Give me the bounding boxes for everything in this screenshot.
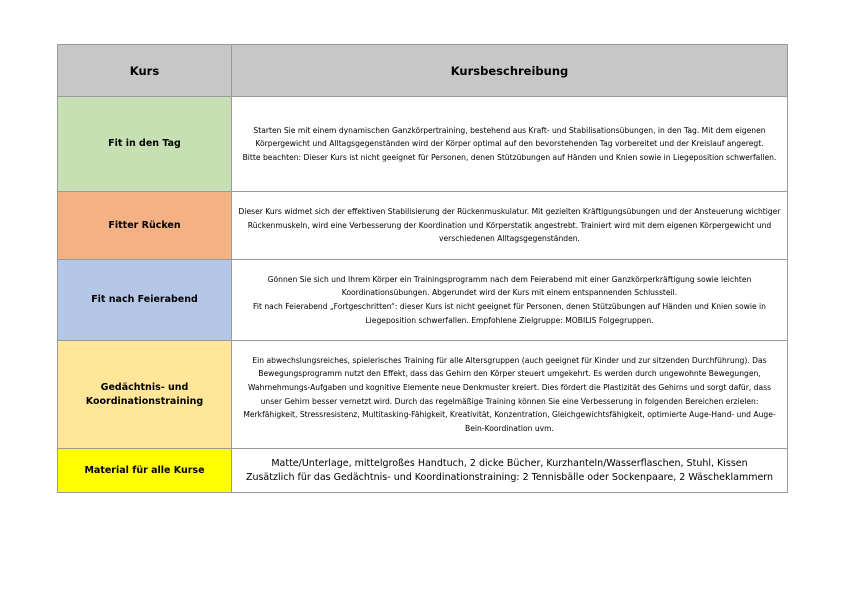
course-note: Fit nach Feierabend „Fortgeschritten“: dieser Kurs ist nicht geeignet für Personen, denen Stützübungen auf Händen und Knien sowie in Liegeposition schwerfallen. Empfohlene Zielgruppe: MOBILIS Folgegruppen. bbox=[253, 302, 766, 325]
course-description-cell bbox=[232, 192, 788, 260]
course-name-cell bbox=[58, 192, 232, 260]
course-row-fit-nach-feierabend bbox=[58, 260, 788, 341]
course-description-cell bbox=[232, 97, 788, 192]
header-kurs: Kurs bbox=[58, 45, 232, 97]
course-table bbox=[57, 44, 788, 493]
material-label: Material für alle Kurse bbox=[84, 464, 205, 476]
course-name: Fitter Rücken bbox=[108, 219, 181, 231]
material-list: Matte/Unterlage, mittelgroßes Handtuch, 2 dicke Bücher, Kurzhanteln/Wasserflaschen, Stuhl, Kissen bbox=[271, 457, 748, 469]
course-description: Ein abwechslungsreiches, spielerisches Training für alle Altersgruppen (auch geeignet für Kinder und zur sitzenden Durchführung). Das Bewegungsprogramm nutzt den Effekt, dass das Gehirn den Körper steuert umgekehrt. Es werden durch ungewohnte Bewegungen, Wahrnehmungs-Aufgaben und kognitive Elemente neue Denkmuster kreiert. Dies fördert die Plastizität des Gehirns und sorgt dafür, dass unser Gehirn besser vernetzt wird. Durch das regelmäßige Training können Sie eine Verbesserung in folgenden Bereichen erzielen: Merkfähigkeit, Stressresistenz, Multitasking-Fähigkeit, Kreativität, Konzentration, Gleichgewichtsfähigkeit, optimierte Auge-Hand- und Auge-Bein-Koordination uvm. bbox=[243, 355, 776, 433]
course-name: Fit nach Feierabend bbox=[91, 294, 198, 305]
course-description-cell bbox=[232, 341, 788, 449]
table-header-row bbox=[58, 45, 788, 97]
course-description: Dieser Kurs widmet sich der effektiven Stabilisierung der Rückenmuskulatur. Mit gezielten Kräftigungsübungen und der Ansteuerung wichtiger Rückenmuskeln, wird eine Verbesserung der Koordination und Körperstatik angestrebt. Trainiert wird mit dem eigenen Körpergewicht und verschiedenen Alltagsgegenständen. bbox=[238, 207, 781, 244]
course-name-line: Gedächtnis- und bbox=[100, 381, 189, 393]
course-row-fit-in-den-tag bbox=[58, 97, 788, 192]
course-name: Fit in den Tag bbox=[108, 138, 181, 149]
course-note: Bitte beachten: Dieser Kurs ist nicht geeignet für Personen, denen Stützübungen auf Händen und Knien sowie in Liegeposition schwerfallen. bbox=[242, 152, 777, 162]
course-description-cell bbox=[232, 260, 788, 341]
header-kursbeschreibung: Kursbeschreibung bbox=[232, 45, 788, 97]
material-label-cell bbox=[58, 449, 232, 493]
course-row-fitter-ruecken bbox=[58, 192, 788, 260]
course-row-gedaechtnis-koordination bbox=[58, 341, 788, 449]
material-row bbox=[58, 449, 788, 493]
course-name-cell bbox=[58, 260, 232, 341]
course-name-line: Koordinationstraining bbox=[85, 395, 204, 407]
course-name-cell bbox=[58, 341, 232, 449]
course-name-cell bbox=[58, 97, 232, 192]
material-extra: Zusätzlich für das Gedächtnis- und Koordinationstraining: 2 Tennisbälle oder Sockenpaare, 2 Wäscheklammern bbox=[245, 471, 774, 483]
course-description: Gönnen Sie sich und Ihrem Körper ein Trainingsprogramm nach dem Feierabend mit einer Ganzkörperkräftigung sowie leichten Koordinationsübungen. Abgerundet wird der Kurs mit einem entspannenden Schlussteil. bbox=[267, 274, 752, 298]
course-description: Starten Sie mit einem dynamischen Ganzkörpertraining, bestehend aus Kraft- und Stabilisationsübungen, in den Tag. Mit dem eigenen Körpergewicht und Alltagsgegenständen wird der Körper optimal auf den bevorstehenden Tag vorbereitet und der Kreislauf angeregt. bbox=[253, 125, 766, 149]
material-description-cell bbox=[232, 449, 788, 493]
